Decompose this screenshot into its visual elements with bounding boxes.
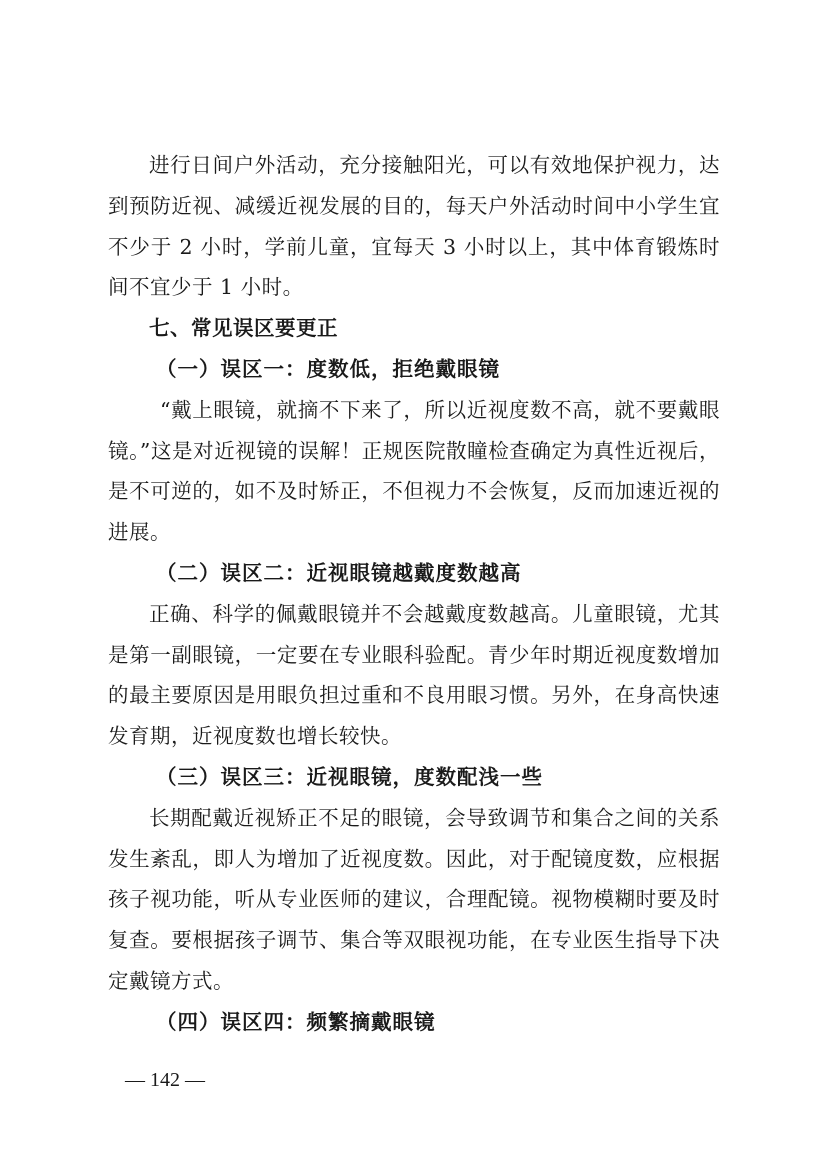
- section-heading-misconceptions: 七、常见误区要更正: [149, 316, 338, 341]
- page-number: — 142 —: [125, 1069, 205, 1091]
- subheading-misconception-3: （三）误区三：近视眼镜，度数配浅一些: [156, 764, 543, 789]
- subheading-misconception-1: （一）误区一：度数低，拒绝戴眼镜: [156, 356, 500, 381]
- paragraph-misconception-3: 长期配戴近视矫正不足的眼镜，会导致调节和集合之间的关系发生紊乱，即人为增加了近视度数。因此，对于配镜度数，应根据孩子视功能，听从专业医师的建议，合理配镜。视物模糊时要及时复查。要根据孩子调节、集合等双眼视功能，在专业医生指导下决定戴镜方式。: [108, 805, 720, 993]
- subheading-misconception-2: （二）误区二：近视眼镜越戴度数越高: [156, 560, 522, 585]
- paragraph-misconception-2: 正确、科学的佩戴眼镜并不会越戴度数越高。儿童眼镜，尤其是第一副眼镜，一定要在专业眼科验配。青少年时期近视度数增加的最主要原因是用眼负担过重和不良用眼习惯。另外，在身高快速发育期，近视度数也增长较快。: [108, 601, 720, 749]
- subheading-misconception-4: （四）误区四：频繁摘戴眼镜: [156, 1009, 436, 1034]
- paragraph-outdoor-activity: 进行日间户外活动，充分接触阳光，可以有效地保护视力，达到预防近视、减缓近视发展的目的，每天户外活动时间中小学生宜不少于 2 小时，学前儿童，宜每天 3 小时以上，其中体育锻炼时间不宜少于 1 小时。: [108, 153, 720, 300]
- page-body: [108, 145, 720, 1043]
- paragraph-misconception-1: “戴上眼镜，就摘不下来了，所以近视度数不高，就不要戴眼镜。”这是对近视镜的误解！正规医院散瞳检查确定为真性近视后，是不可逆的，如不及时矫正，不但视力不会恢复，反而加速近视的进展。: [108, 397, 720, 545]
